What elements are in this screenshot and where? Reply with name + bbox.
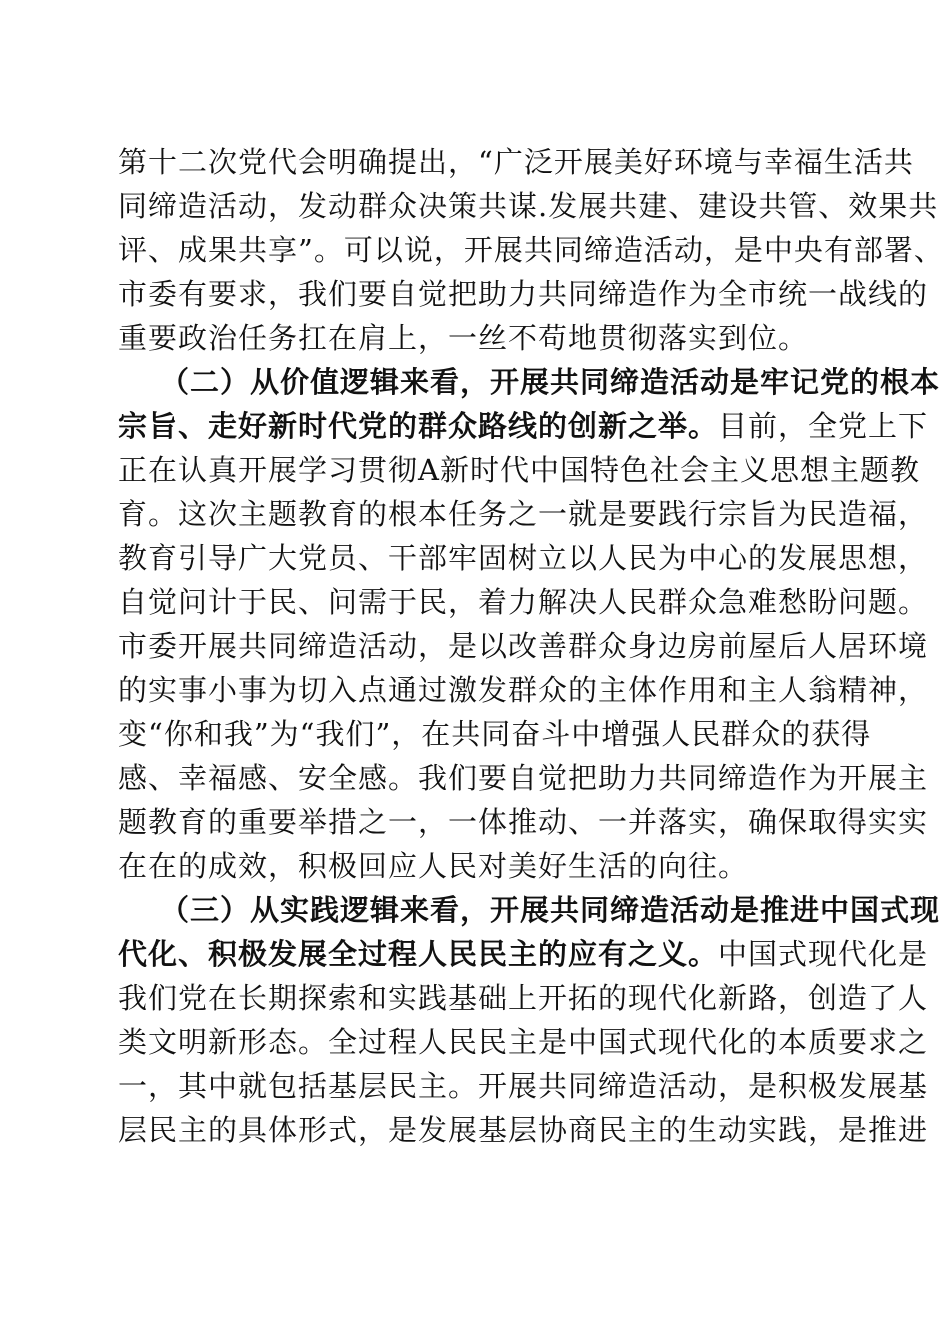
text-line: 市委有要求，我们要自觉把助力共同缔造作为全市统一战线的 <box>118 277 929 311</box>
bold-lead: 宗旨、走好新时代党的群众路线的创新之举。 <box>118 409 719 443</box>
plain-text: 中国式现代化是 <box>718 937 929 971</box>
text-line: 自觉问计于民、问需于民，着力解决人民群众急难愁盼问题。 <box>118 585 929 619</box>
paragraph-heading-3 <box>160 888 941 932</box>
text-line: 我们党在长期探索和实践基础上开拓的现代化新路，创造了人 <box>118 981 929 1015</box>
paragraph-heading-2 <box>160 360 941 404</box>
text-line <box>118 404 929 448</box>
text-line <box>118 932 929 976</box>
text-line: 第十二次党代会明确提出，“广泛开展美好环境与幸福生活共 <box>118 145 914 179</box>
bold-lead: （三）从实践逻辑来看，开展共同缔造活动是推进中国式现 <box>160 893 941 927</box>
text-line: 在在的成效，积极回应人民对美好生活的向往。 <box>118 849 749 883</box>
text-line: 层民主的具体形式，是发展基层协商民主的生动实践，是推进 <box>118 1113 929 1147</box>
text-line: 市委开展共同缔造活动，是以改善群众身边房前屋后人居环境 <box>118 629 929 663</box>
text-line: 感、幸福感、安全感。我们要自觉把助力共同缔造作为开展主 <box>118 761 929 795</box>
bold-lead: （二）从价值逻辑来看，开展共同缔造活动是牢记党的根本 <box>160 365 941 399</box>
text-line: 一，其中就包括基层民主。开展共同缔造活动，是积极发展基 <box>118 1069 929 1103</box>
text-line: 变“你和我”为“我们”，在共同奋斗中增强人民群众的获得 <box>118 717 872 751</box>
text-line: 教育引导广大党员、干部牢固树立以人民为中心的发展思想， <box>118 541 929 575</box>
bold-lead: 代化、积极发展全过程人民民主的应有之义。 <box>118 937 719 971</box>
plain-text: 目前，全党上下 <box>718 409 929 443</box>
text-line: 育。这次主题教育的根本任务之一就是要践行宗旨为民造福， <box>118 497 929 531</box>
text-line: 类文明新形态。全过程人民民主是中国式现代化的本质要求之 <box>118 1025 929 1059</box>
text-line: 重要政治任务扛在肩上，一丝不苟地贯彻落实到位。 <box>118 321 809 355</box>
text-line: 的实事小事为切入点通过激发群众的主体作用和主人翁精神， <box>118 673 929 707</box>
text-line: 同缔造活动，发动群众决策共谋.发展共建、建设共管、效果共 <box>118 189 939 223</box>
text-line: 正在认真开展学习贯彻A新时代中国特色社会主义思想主题教 <box>118 453 920 487</box>
text-line: 题教育的重要举措之一，一体推动、一并落实，确保取得实实 <box>118 805 929 839</box>
text-line: 评、成果共享”。可以说，开展共同缔造活动，是中央有部署、 <box>118 233 944 267</box>
